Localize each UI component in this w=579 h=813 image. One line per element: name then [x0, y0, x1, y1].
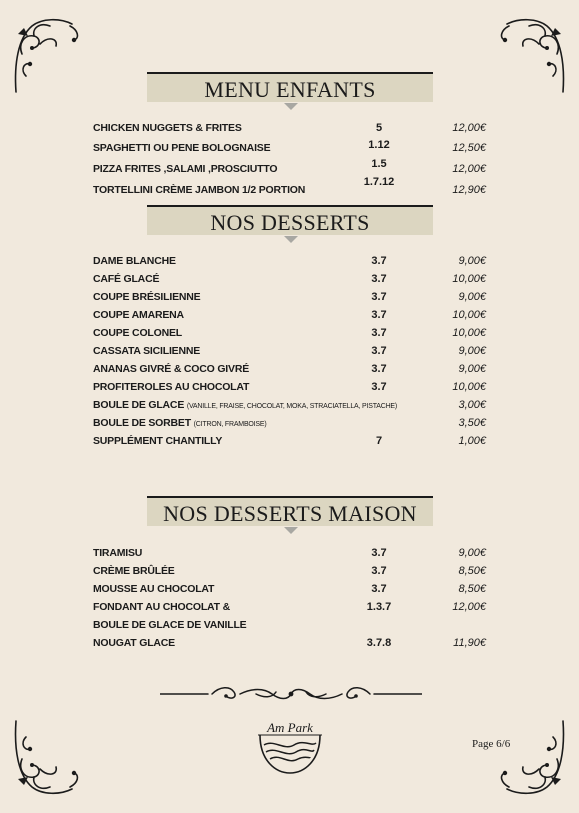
- item-name: PROFITEROLES AU CHOCOLAT: [93, 381, 250, 393]
- allergen-code: 3.7: [371, 583, 387, 595]
- allergen-code: 5: [375, 122, 383, 134]
- banner-pointer-icon: [284, 527, 298, 534]
- item-price: 3,00€: [458, 399, 486, 411]
- menu-item: [0, 381, 579, 397]
- item-name: NOUGAT GLACE: [93, 637, 175, 649]
- menu-item: [0, 417, 579, 433]
- menu-item: [0, 176, 579, 200]
- item-price: 9,00€: [458, 255, 486, 267]
- item-name: SPAGHETTI OU PENE BOLOGNAISE: [93, 142, 271, 154]
- menu-item: [0, 255, 579, 271]
- allergen-code: 3.7: [371, 273, 387, 285]
- item-name: FONDANT AU CHOCOLAT &: [93, 601, 230, 613]
- item-price: 9,00€: [458, 547, 486, 559]
- banner-pointer-icon: [284, 236, 298, 243]
- allergen-code: 1.12: [368, 139, 390, 151]
- item-name: ANANAS GIVRÉ & COCO GIVRÉ: [93, 363, 250, 375]
- item-price: 9,00€: [458, 345, 486, 357]
- item-price: 11,90€: [453, 637, 486, 649]
- allergen-code: 7: [375, 435, 383, 447]
- menu-item: [0, 619, 579, 635]
- item-price: 9,00€: [458, 363, 486, 375]
- item-price: 10,00€: [452, 273, 486, 285]
- menu-item: [0, 637, 579, 653]
- item-price: 10,00€: [452, 309, 486, 321]
- menu-item: [0, 345, 579, 361]
- menu-item: [0, 363, 579, 379]
- item-name: CASSATA SICILIENNE: [93, 345, 201, 357]
- item-name: CAFÉ GLACÉ: [93, 273, 160, 285]
- item-name: TIRAMISU: [93, 547, 143, 559]
- allergen-code: 3.7: [371, 255, 387, 267]
- allergen-code: 3.7: [371, 547, 387, 559]
- item-price: 12,90€: [452, 184, 486, 196]
- item-name: COUPE COLONEL: [93, 327, 182, 339]
- section-title: NOS DESSERTS MAISON: [163, 501, 417, 526]
- item-price: 10,00€: [452, 381, 486, 393]
- item-note: (CITRON, FRAMBOISE): [193, 421, 267, 428]
- section-title: MENU ENFANTS: [204, 77, 376, 102]
- item-price: 1,00€: [458, 435, 486, 447]
- item-name: [93, 399, 397, 411]
- menu-item: [0, 565, 579, 581]
- menu-item: [0, 327, 579, 343]
- item-price: 9,00€: [458, 291, 486, 303]
- allergen-code: 3.7: [371, 291, 387, 303]
- item-name: BOULE DE GLACE DE VANILLE: [93, 619, 247, 631]
- item-price: 10,00€: [452, 327, 486, 339]
- section-title: NOS DESSERTS: [210, 210, 370, 235]
- allergen-code: 3.7: [371, 309, 387, 321]
- item-price: 8,50€: [458, 565, 486, 577]
- item-price: 12,50€: [452, 142, 486, 154]
- menu-item: [0, 583, 579, 599]
- item-price: 8,50€: [458, 583, 486, 595]
- allergen-code: 3.7: [371, 345, 387, 357]
- ornamental-divider-icon: [160, 684, 422, 704]
- allergen-code: 3.7.8: [366, 637, 392, 649]
- allergen-code: 3.7: [371, 565, 387, 577]
- item-price: 12,00€: [452, 163, 486, 175]
- banner-pointer-icon: [284, 103, 298, 110]
- item-name: PIZZA FRITES ,SALAMI ,PROSCIUTTO: [93, 163, 278, 175]
- logo-text: Am Park: [267, 720, 313, 735]
- section-banner: [147, 205, 433, 235]
- menu-item: [0, 309, 579, 325]
- menu-item: [0, 291, 579, 307]
- item-name-text: BOULE DE SORBET: [93, 417, 191, 429]
- corner-ornament-icon: [489, 14, 569, 94]
- item-name: COUPE AMARENA: [93, 309, 184, 321]
- corner-ornament-icon: [10, 719, 90, 799]
- item-name: CHICKEN NUGGETS & FRITES: [93, 122, 242, 134]
- item-name: [93, 417, 266, 429]
- page-number: Page 6/6: [472, 738, 511, 750]
- item-name: CRÈME BRÛLÉE: [93, 565, 175, 577]
- menu-item: [0, 273, 579, 289]
- allergen-code: 1.7.12: [363, 176, 395, 188]
- allergen-code: 3.7: [371, 327, 387, 339]
- menu-item: [0, 139, 579, 158]
- menu-item: [0, 122, 579, 138]
- item-name: MOUSSE AU CHOCOLAT: [93, 583, 215, 595]
- allergen-code: 1.5: [371, 158, 387, 170]
- menu-item: [0, 601, 579, 617]
- item-name: SUPPLÉMENT CHANTILLY: [93, 435, 223, 447]
- item-price: 12,00€: [452, 122, 486, 134]
- menu-item: [0, 158, 579, 179]
- section-banner: [147, 72, 433, 102]
- corner-ornament-icon: [489, 719, 569, 799]
- item-price: 3,50€: [458, 417, 486, 429]
- menu-item: [0, 399, 579, 415]
- menu-item: [0, 435, 579, 451]
- corner-ornament-icon: [10, 14, 90, 94]
- item-name: COUPE BRÉSILIENNE: [93, 291, 201, 303]
- allergen-code: 3.7: [371, 363, 387, 375]
- allergen-code: 3.7: [371, 381, 387, 393]
- section-banner: [147, 496, 433, 526]
- allergen-code: 1.3.7: [366, 601, 392, 613]
- item-name: DAME BLANCHE: [93, 255, 176, 267]
- item-note: (VANILLE, FRAISE, CHOCOLAT, MOKA, STRACIATELLA, PISTACHE): [186, 403, 398, 410]
- item-name: TORTELLINI CRÈME JAMBON 1/2 PORTION: [93, 184, 306, 196]
- am-park-logo-icon: [250, 715, 330, 775]
- menu-item: [0, 547, 579, 563]
- item-name-text: BOULE DE GLACE: [93, 399, 185, 411]
- item-price: 12,00€: [452, 601, 486, 613]
